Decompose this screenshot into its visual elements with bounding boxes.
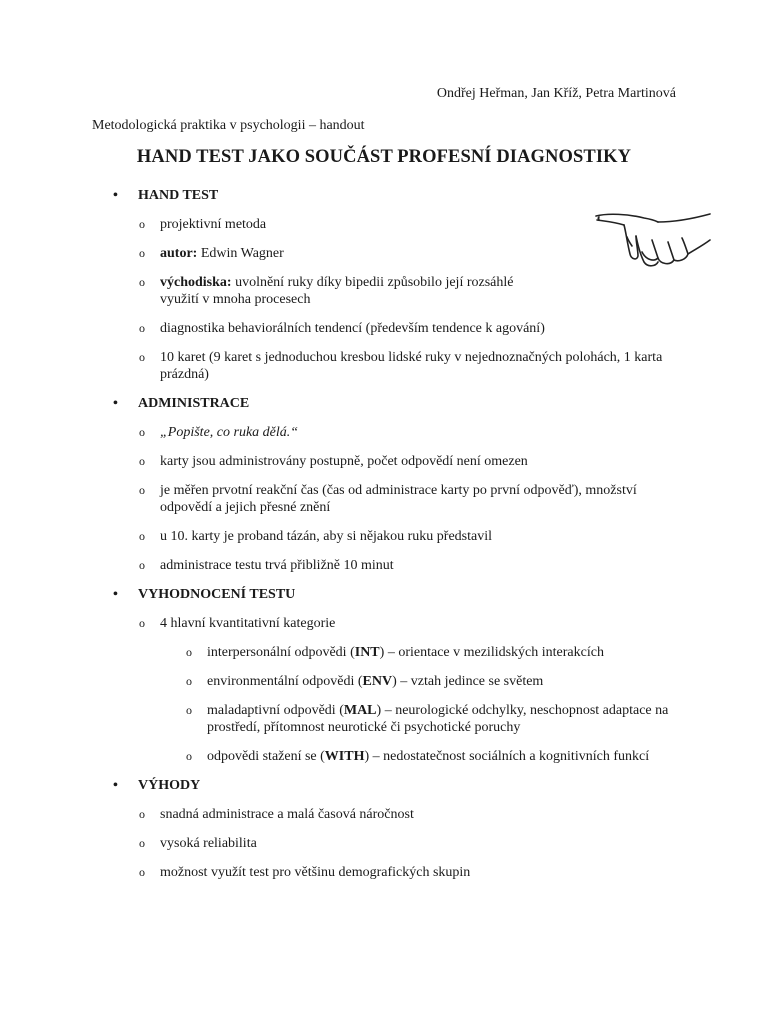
sub-list-item: o maladaptivní odpovědi (MAL) – neurologické odchylky, neschopnost adaptace na prostředí, přítomnost neurotické či psychotické poruchy (0, 702, 768, 736)
sub-list-item: o environmentální odpovědi (ENV) – vztah jedince se světem (0, 673, 768, 690)
section-heading-vyhody: • VÝHODY (0, 777, 768, 795)
page-title: HAND TEST JAKO SOUČÁST PROFESNÍ DIAGNOSTIKY (136, 147, 632, 167)
list-item: o východiska: uvolnění ruky díky bipedii způsobilo její rozsáhlé využití v mnoha procesech (0, 274, 768, 308)
list-item: o autor: Edwin Wagner (0, 245, 768, 262)
section-heading-vyhodnoceni: • VYHODNOCENÍ TESTU (0, 586, 768, 604)
course-title: Metodologická praktika v psychologii – handout (92, 118, 365, 133)
list-item: o snadná administrace a malá časová náročnost (0, 806, 768, 823)
list-item: o u 10. karty je proband tázán, aby si nějakou ruku představil (0, 528, 768, 545)
content (0, 187, 768, 893)
sub-list-item: o odpovědi stažení se (WITH) – nedostatečnost sociálních a kognitivních funkcí (0, 748, 768, 765)
sub-list-item: o interpersonální odpovědi (INT) – orientace v mezilidských interakcích (0, 644, 768, 661)
authors: Ondřej Heřman, Jan Kříž, Petra Martinová (436, 86, 676, 101)
list-item: o je měřen prvotní reakční čas (čas od administrace karty po první odpověď), množství odpovědí a jejich přesné znění (0, 482, 768, 516)
list-item: o administrace testu trvá přibližně 10 minut (0, 557, 768, 574)
section-heading-administrace: • ADMINISTRACE (0, 395, 768, 413)
section-heading-hand-test: • HAND TEST (0, 187, 768, 205)
list-item: o 4 hlavní kvantitativní kategorie (0, 615, 768, 632)
list-item: o diagnostika behaviorálních tendencí (především tendence k agování) (0, 320, 768, 337)
list-item: o projektivní metoda (0, 216, 768, 233)
list-item: o karty jsou administrovány postupně, počet odpovědí není omezen (0, 453, 768, 470)
list-item: o 10 karet (9 karet s jednoduchou kresbou lidské ruky v nejednoznačných polohách, 1 karta prázdná) (0, 349, 768, 383)
list-item: o „Popište, co ruka dělá.“ (0, 424, 768, 441)
list-item: o možnost využít test pro většinu demografických skupin (0, 864, 768, 881)
list-item: o vysoká reliabilita (0, 835, 768, 852)
